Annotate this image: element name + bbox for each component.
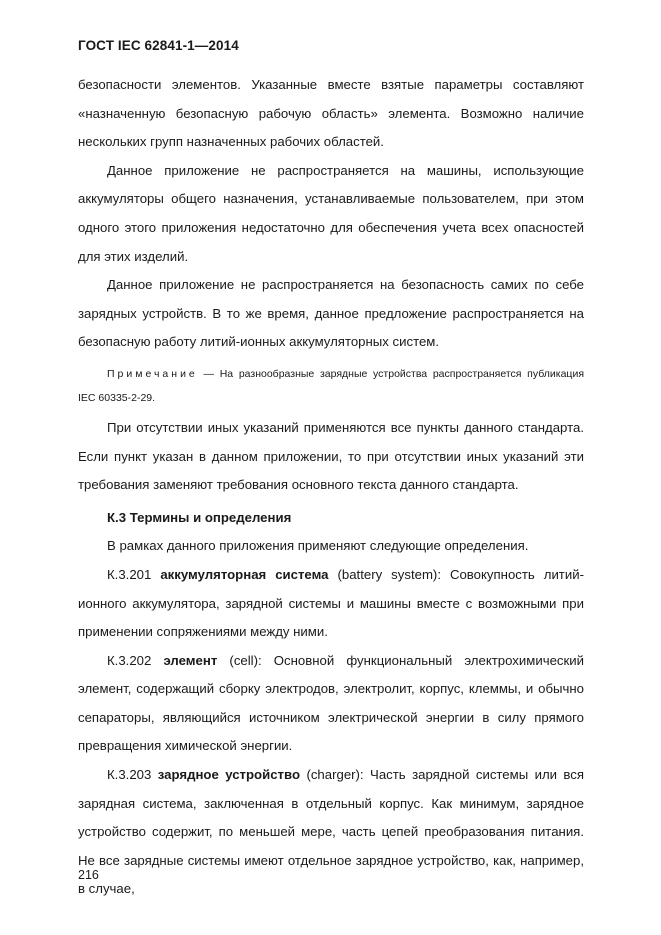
note [78,362,584,410]
note-text: — На разнообразные зарядные устройства распространяется публикация IEC 60335-2-29. [78,367,585,404]
document-header: ГОСТ IEC 62841-1—2014 [78,38,239,53]
definition [78,647,584,761]
page-number: 216 [78,868,99,882]
definition-english: (cell): [229,652,262,668]
definition-number: К.3.203 [107,767,152,783]
definition [78,761,584,904]
definition-number: К.3.202 [107,652,152,668]
document-body [78,71,584,904]
definition-english: (charger): [306,767,364,783]
definition-term: элемент [163,652,218,668]
definition-english: (battery system): [337,566,441,582]
note-label: Примечание [107,367,198,380]
paragraph: безопасности элементов. Указанные вместе взятые параметры составляют «назначенную безопасную рабочую область» элемента. Возможно наличие нескольких групп назначенных рабочих областей. [78,77,584,150]
definition-term: зарядное устройство [157,767,301,783]
section-intro: В рамках данного приложения применяют следующие определения. [107,538,529,554]
definition-term: аккумуляторная система [160,566,329,582]
paragraph: Данное приложение не распространяется на машины, использующие аккумуляторы общего назначения, устанавливаемые пользователем, при этом одного этого приложения недостаточно для обеспечения учета всех опасностей для этих изделий. [78,162,584,264]
definition-text: Часть зарядной системы или вся зарядная система, заключенная в отдельный корпус. Как минимум, зарядное устройство содержит, по меньшей мере, часть цепей преобразования питания. Не все зарядные системы имеют отдельное зарядное устройство, как, например, в случае, [78,767,585,897]
definition-text: Совокупность литий-ионного аккумулятора, зарядной системы и машины вместе с возможными при применении сопряжениями между ними. [78,566,584,640]
paragraph: Данное приложение не распространяется на безопасность самих по себе зарядных устройств. В то же время, данное предложение распространяется на безопасную работу литий-ионных аккумуляторных систем. [78,277,584,350]
section-heading: К.3 Термины и определения [107,509,292,525]
definition-number: К.3.201 [107,566,152,582]
definition-text: Основной функциональный электрохимический элемент, содержащий сборку электродов, электролит, корпус, клеммы, и обычно сепараторы, являющийся источником электрической энергии в силу прямого превращения химической энергии. [78,652,584,754]
definition [78,561,584,647]
paragraph: При отсутствии иных указаний применяются все пункты данного стандарта. Если пункт указан в данном приложении, то при отсутствии иных указаний эти требования заменяют требования основного текста данного стандарта. [78,419,584,493]
